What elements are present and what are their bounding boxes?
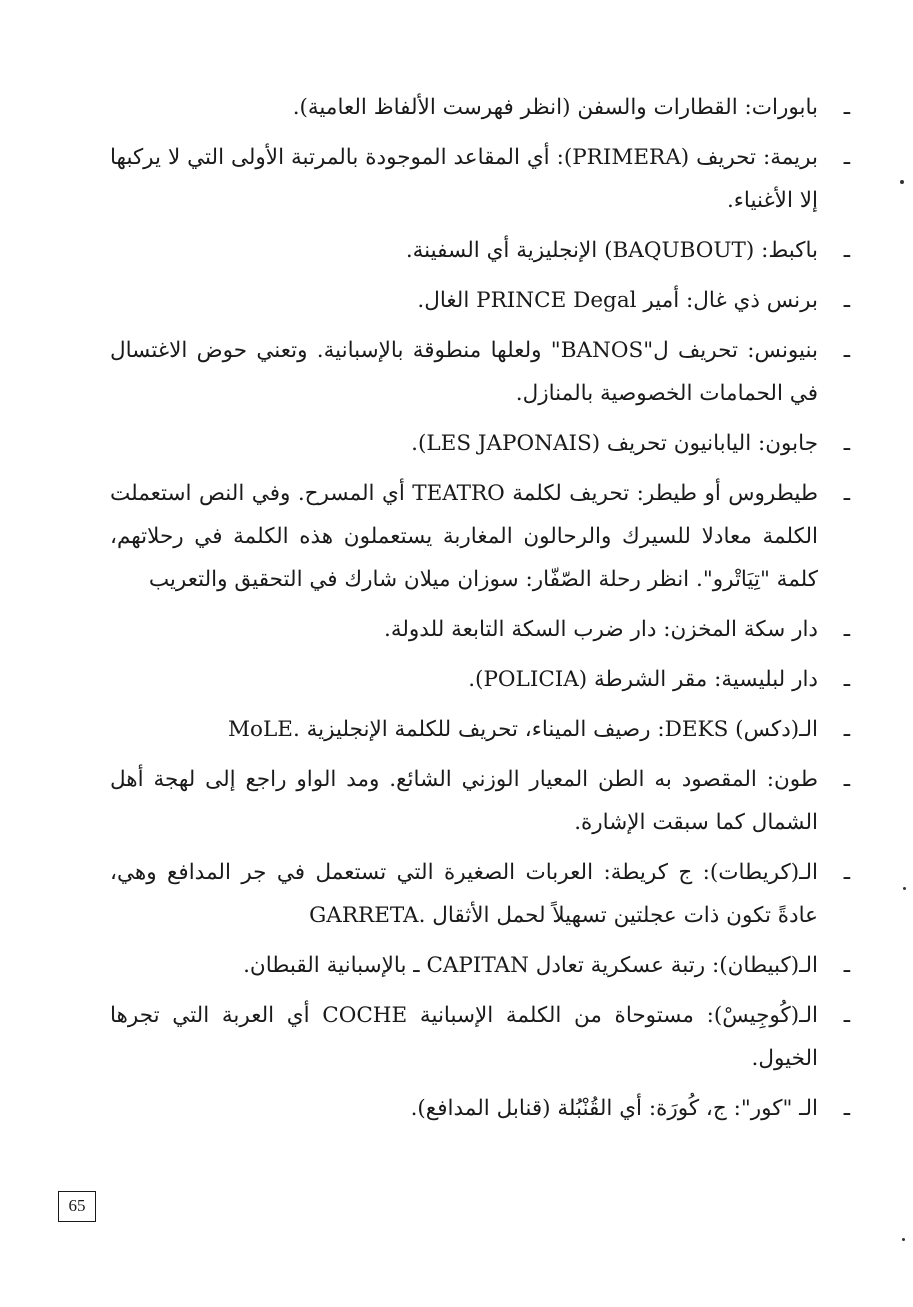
entry-dash: ـ (843, 1096, 850, 1121)
entry-text: بابورات: القطارات والسفن (انظر فهرست الألفاظ العامية). (292, 95, 818, 120)
entry-dash: ـ (843, 288, 850, 313)
entry-text: الـ(كُوجِيسْ): مستوحاة من الكلمة الإسبانية COCHE أي العربة التي تجرها الخيول. (110, 1003, 818, 1071)
glossary-entry (110, 944, 850, 987)
glossary-entry (110, 758, 850, 844)
entry-text: برنس ذي غال: أمير PRINCE Degal الغال. (417, 288, 818, 313)
glossary-entry (110, 279, 850, 322)
entry-dash: ـ (843, 145, 850, 170)
entry-dash: ـ (843, 617, 850, 642)
entry-dash: ـ (843, 667, 850, 692)
glossary-entry (110, 422, 850, 465)
glossary-list (110, 86, 850, 1137)
entry-dash: ـ (843, 953, 850, 978)
entry-dash: ـ (843, 767, 850, 792)
scan-speck (903, 887, 906, 890)
glossary-entry (110, 994, 850, 1080)
entry-text: دار لبليسية: مقر الشرطة (POLICIA). (468, 667, 818, 692)
entry-dash: ـ (843, 95, 850, 120)
entry-dash: ـ (843, 338, 850, 363)
glossary-entry (110, 708, 850, 751)
entry-text: طيطروس أو طيطر: تحريف لكلمة TEATRO أي المسرح. وفي النص استعملت الكلمة معادلا للسيرك والرحالون المغاربة يستعملون هذه الكلمة في رحلاتهم، كلمة "تِيَاتْرو". انظر رحلة الصّفّار: سوزان ميلان شارك في التحقيق والتعريب (110, 481, 819, 592)
entry-text: بريمة: تحريف (PRIMERA): أي المقاعد الموجودة بالمرتبة الأولى التي لا يركبها إلا الأغنياء. (110, 145, 818, 213)
entry-text: دار سكة المخزن: دار ضرب السكة التابعة للدولة. (384, 617, 818, 642)
entry-text: الـ(دكس) DEKS: رصيف الميناء، تحريف للكلمة الإنجليزية .MoLE (228, 717, 818, 742)
entry-dash: ـ (843, 717, 850, 742)
entry-dash: ـ (843, 431, 850, 456)
scan-speck (902, 1238, 905, 1241)
glossary-entry (110, 136, 850, 222)
entry-dash: ـ (843, 1003, 850, 1028)
glossary-entry (110, 329, 850, 415)
page-number: 65 (58, 1191, 96, 1222)
entry-text: بنيونس: تحريف ل"BANOS" ولعلها منطوقة بالإسبانية. وتعني حوض الاغتسال في الحمامات الخصوصية بالمنازل. (110, 338, 818, 406)
glossary-entry (110, 608, 850, 651)
entry-text: الـ(كبيطان): رتبة عسكرية تعادل CAPITAN ـ بالإسبانية القبطان. (243, 953, 818, 978)
entry-text: الـ(كريطات): ج كريطة: العربات الصغيرة التي تستعمل في جر المدافع وهي، عادةً تكون ذات عجلتين تسهيلاً لحمل الأثقال .GARRETA (110, 860, 818, 928)
entry-text: باكبط: (BAQUBOUT) الإنجليزية أي السفينة. (405, 238, 818, 263)
glossary-entry (110, 86, 850, 129)
glossary-entry (110, 1087, 850, 1130)
glossary-entry (110, 658, 850, 701)
glossary-entry (110, 472, 850, 601)
entry-dash: ـ (843, 481, 850, 506)
glossary-entry (110, 851, 850, 937)
entry-text: الـ "كور": ج، كُورَة: أي القُنْبُلة (قنابل المدافع). (410, 1096, 818, 1121)
scan-speck (900, 180, 904, 184)
entry-dash: ـ (843, 860, 850, 885)
entry-text: جابون: اليابانيون تحريف (LES JAPONAIS). (411, 431, 818, 456)
entry-dash: ـ (843, 238, 850, 263)
glossary-entry (110, 229, 850, 272)
entry-text: طون: المقصود به الطن المعيار الوزني الشائع. ومد الواو راجع إلى لهجة أهل الشمال كما سبقت الإشارة. (110, 767, 818, 835)
